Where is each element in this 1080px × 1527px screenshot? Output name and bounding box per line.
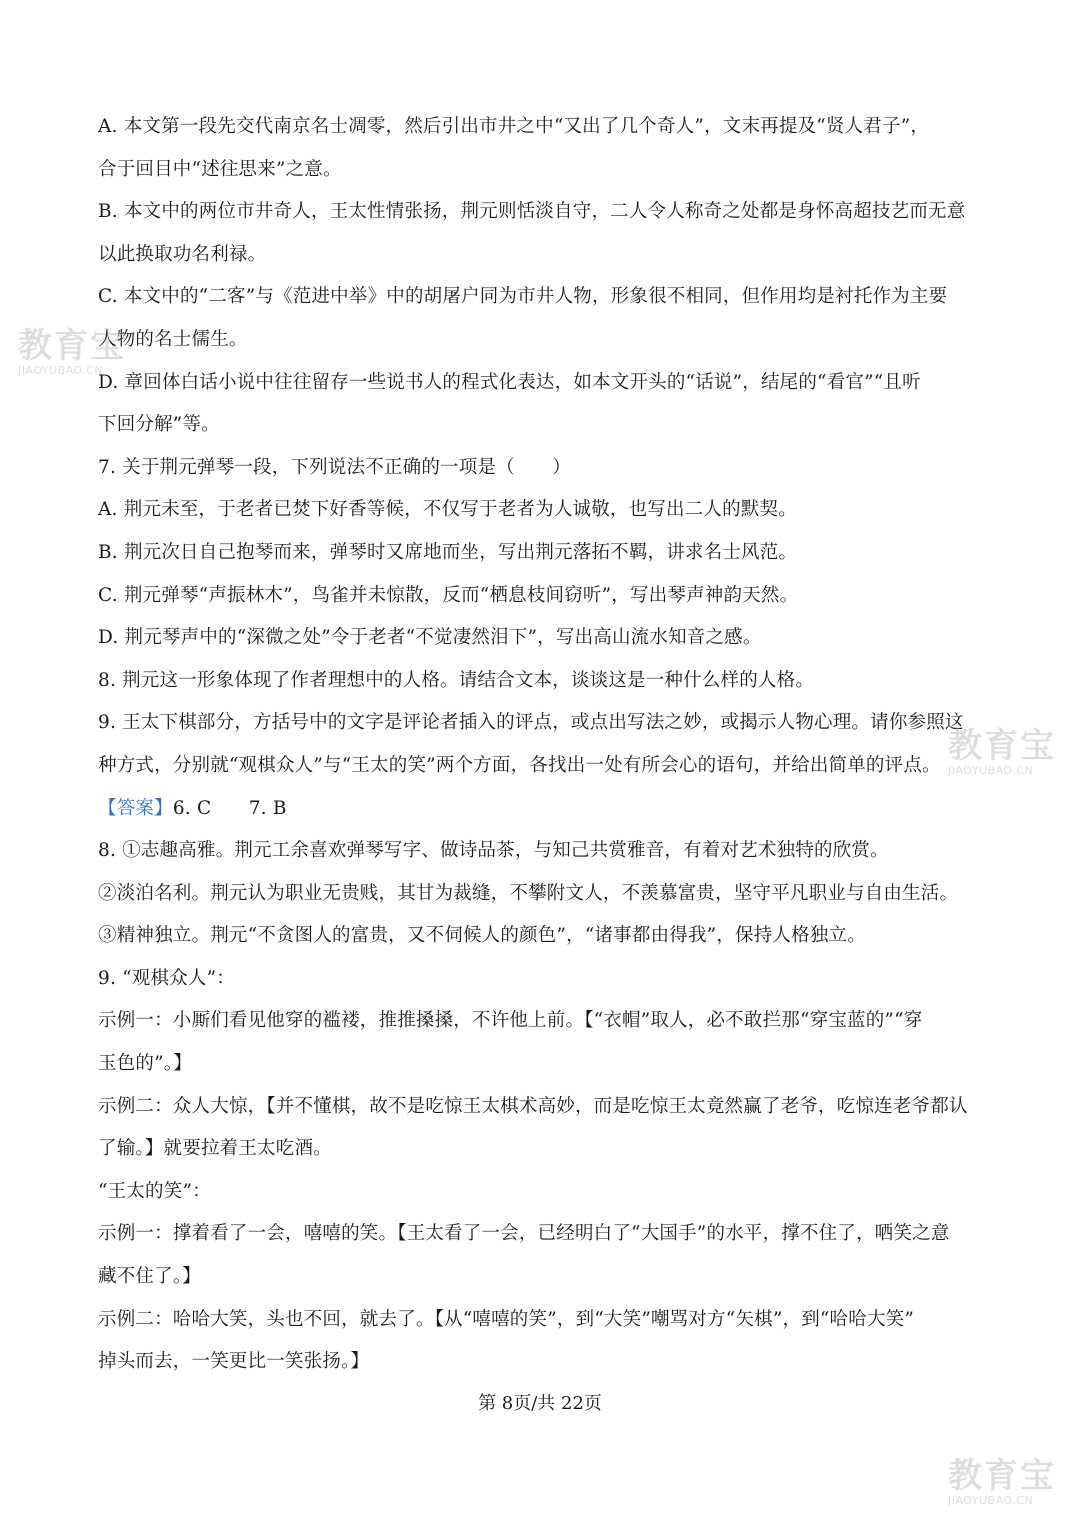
answer-9-example-cont: 了输。】就要拉着王太吃酒。 (98, 1138, 332, 1160)
answer-8-point-3: ③精神独立。荆元“不贪图人的富贵，又不伺候人的颜色”，“诸事都由得我”，保持人格独立。 (98, 925, 866, 947)
page-number: 第 8页/共 22页 (478, 1393, 602, 1414)
text-line: D. 章回体白话小说中往往留存一些说书人的程式化表达，如本文开头的“话说”，结尾的“看官”“且听 (98, 371, 921, 393)
answer-9-example-cont: 藏不住了。】 (98, 1266, 201, 1288)
option-b: B. 荆元次日自己抱琴而来，弹琴时又席地而坐，写出荆元落拓不羁，讲求名士风范。 (98, 541, 798, 563)
watermark-url: JIAOYUBAO.CN (948, 764, 1034, 777)
text-line: C. 本文中的“二客”与《范进中举》中的胡屠户同为市井人物，形象很不相同，但作用均是衬托作为主要 (98, 286, 948, 308)
text-line: B. 本文中的两位市井奇人，王太性情张扬，荆元则恬淡自守，二人令人称奇之处都是身怀高超技艺而无意 (98, 201, 966, 223)
answer-9-example-cont: 掉头而去，一笑更比一笑张扬。】 (98, 1351, 370, 1373)
text-line: A. 本文第一段先交代南京名士凋零，然后引出市井之中“又出了几个奇人”，文末再提及“贤人君子”， (98, 116, 930, 137)
question-8: 8. 荆元这一形象体现了作者理想中的人格。请结合文本，谈谈这是一种什么样的人格。 (98, 669, 815, 691)
answer-9-example: 示例一：撑着看了一会，嘻嘻的笑。【王太看了一会，已经明白了“大国手”的水平，撑不住了，哂笑之意 (98, 1223, 950, 1245)
answer-8-point-2: ②淡泊名利。荆元认为职业无贵贱，其甘为裁缝，不攀附文人，不羡慕富贵，坚守平凡职业与自由生活。 (98, 882, 959, 904)
answer-9-heading-1: 9. “观棋众人”： (98, 967, 235, 989)
text-line: 以此换取功名利禄。 (98, 243, 267, 265)
option-d: D. 荆元琴声中的“深微之处”令于老者“不觉凄然泪下”，写出高山流水知音之感。 (98, 627, 762, 649)
option-c: C. 荆元弹琴“声振林木”，鸟雀并未惊散，反而“栖息枝间窃听”，写出琴声神韵天然。 (98, 584, 799, 606)
watermark-url: JIAOYUBAO.CN (18, 364, 104, 377)
watermark-url: JIAOYUBAO.CN (948, 1494, 1034, 1507)
text-line: 人物的名士儒生。 (98, 328, 248, 350)
answer-9-example: 示例一：小厮们看见他穿的褴褛，推推搡搡，不许他上前。【“衣帽”取人，必不敢拦那“穿宝蓝的”“穿 (98, 1010, 923, 1032)
watermark-text: 教育宝 (948, 726, 1056, 766)
answer-9-example: 示例二：众人大惊，【并不懂棋，故不是吃惊王太棋术高妙，而是吃惊王太竟然赢了老爷，吃惊连老爷都认 (98, 1095, 968, 1117)
answer-text: 6. C 7. B (172, 797, 287, 819)
answer-9-example: 示例二：哈哈大笑，头也不回，就去了。【从“嘻嘻的笑”，到“大笑”嘲骂对方“矢棋”，到“哈哈大笑” (98, 1308, 915, 1330)
text-line: 合于回目中“述往思来”之意。 (98, 158, 342, 180)
answer-9-example-cont: 玉色的”。】 (98, 1053, 192, 1075)
answer-line (98, 788, 988, 831)
question-9-cont: 种方式，分别就“观棋众人”与“王太的笑”两个方面，各找出一处有所会心的语句，并给出简单的评点。 (98, 754, 941, 776)
question-9: 9. 王太下棋部分，方括号中的文字是评论者插入的评点，或点出写法之妙，或揭示人物心理。请你参照这 (98, 712, 964, 734)
answer-8-point-1: 8. ①志趣高雅。荆元工余喜欢弹琴写字、做诗品茶，与知己共赏雅音，有着对艺术独特的欣赏。 (98, 840, 889, 862)
page-content (98, 106, 988, 1384)
watermark-text: 教育宝 (18, 326, 126, 366)
watermark-text: 教育宝 (948, 1456, 1056, 1496)
text-line: 下回分解”等。 (98, 414, 220, 436)
answer-tag: 【答案】 (98, 797, 173, 819)
answer-9-heading-2: “王太的笑”： (98, 1180, 211, 1202)
watermark-logo (948, 1458, 1056, 1508)
question-7: 7. 关于荆元弹琴一段，下列说法不正确的一项是（ ） (98, 456, 571, 478)
option-a: A. 荆元未至，于老者已焚下好香等候，不仅写于老者为人诚敬，也写出二人的默契。 (98, 499, 797, 521)
